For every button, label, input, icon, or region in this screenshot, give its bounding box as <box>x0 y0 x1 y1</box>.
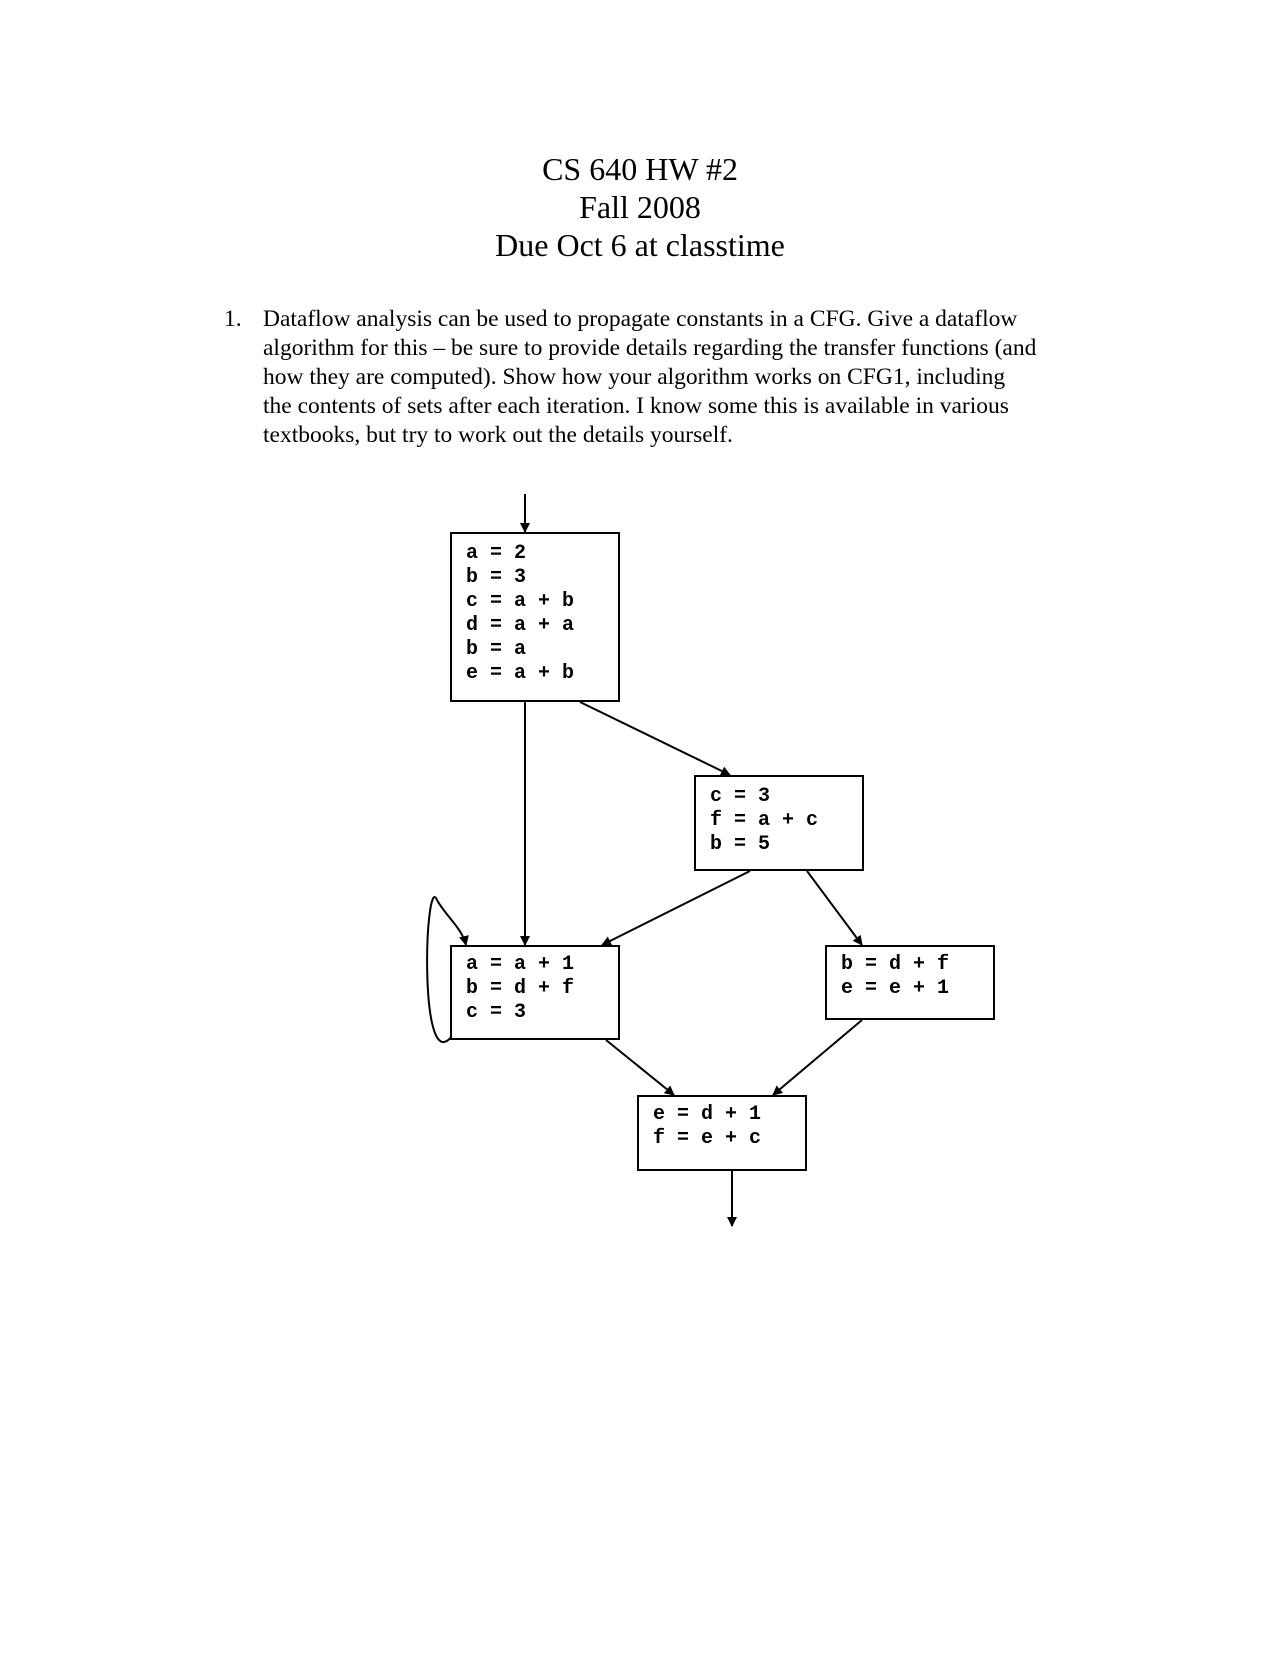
cfg-statement: a = a + 1 <box>466 953 575 976</box>
cfg-statement: f = e + c <box>653 1127 762 1150</box>
problem-text-line: textbooks, but try to work out the details yourself. <box>263 422 733 448</box>
problem-text-line: the contents of sets after each iteration. I know some this is available in various <box>263 393 1009 419</box>
cfg-statement: d = a + a <box>466 614 575 637</box>
edge-middle-to-loop <box>602 871 750 945</box>
cfg-statement: e = a + b <box>466 662 575 685</box>
cfg-statement: a = 2 <box>466 542 527 565</box>
due-date-title: Due Oct 6 at classtime <box>495 227 785 263</box>
cfg-statement: c = 3 <box>466 1001 527 1024</box>
cfg-statement: e = d + 1 <box>653 1103 762 1126</box>
edge-right-to-exit <box>773 1020 862 1095</box>
edge-loop-to-exit <box>606 1040 674 1095</box>
cfg-block-exit <box>637 1095 807 1171</box>
cfg-statement: b = d + f <box>466 977 575 1000</box>
cfg-statement: b = a <box>466 638 527 661</box>
cfg-statement: c = 3 <box>710 785 771 808</box>
cfg-statement: e = e + 1 <box>841 977 950 1000</box>
problem-text-line: algorithm for this – be sure to provide details regarding the transfer functions (and <box>263 335 1037 361</box>
problem-text-line: Dataflow analysis can be used to propagate constants in a CFG. Give a dataflow <box>263 306 1018 332</box>
problem-text-line: how they are computed). Show how your algorithm works on CFG1, including <box>263 364 1006 390</box>
cfg-statement: b = 5 <box>710 833 771 856</box>
edge-middle-to-right <box>807 871 862 945</box>
cfg-block-loop <box>450 945 620 1040</box>
problem-number: 1. <box>224 306 242 332</box>
cfg-statement: b = 3 <box>466 566 527 589</box>
cfg-statement: b = d + f <box>841 953 950 976</box>
term-title: Fall 2008 <box>579 189 701 225</box>
course-title: CS 640 HW #2 <box>542 151 738 187</box>
edge-entry-to-middle <box>580 702 730 775</box>
cfg-statement: f = a + c <box>710 809 819 832</box>
cfg-statement: c = a + b <box>466 590 575 613</box>
cfg-block-middle <box>694 775 864 871</box>
cfg-block-right <box>825 945 995 1020</box>
cfg-block-entry <box>450 532 620 702</box>
